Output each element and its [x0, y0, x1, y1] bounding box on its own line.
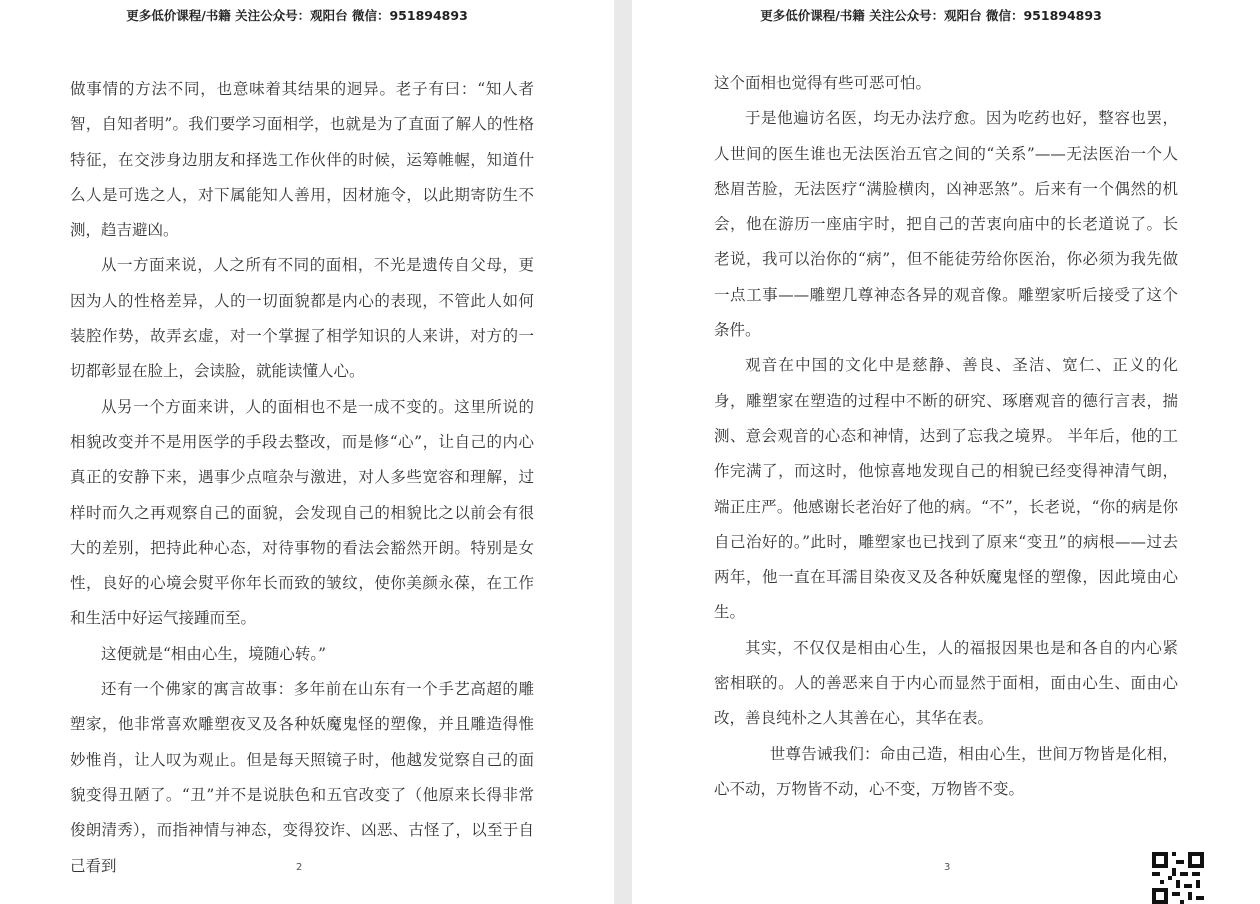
paragraph: 其实，不仅仅是相由心生，人的福报因果也是和各自的内心紧密相联的。人的善恶来自于内心而显然于面相，面由心生、面由心改，善良纯朴之人其善在心，其华在表。 — [714, 638, 1178, 728]
page-header: 更多低价课程/书籍 关注公众号：观阳台 微信：951894893 — [126, 8, 468, 23]
page-header: 更多低价课程/书籍 关注公众号：观阳台 微信：951894893 — [760, 8, 1102, 23]
paragraph: 这便就是“相由心生，境随心转。” — [101, 644, 327, 663]
paragraph: 从另一个方面来讲，人的面相也不是一成不变的。这里所说的相貌改变并不是用医学的手段去整改，而是修“心”，让自己的内心真正的安静下来，遇事少点喧杂与激进，对人多些宽容和理解，过样时而久之再观察自己的面貌，会发现自己的相貌比之以前会有很大的差别，把持此种心态，对待事物的看法会豁然开朗。特别是女性，良好的心境会熨平你年长而致的皱纹，使你美颜永葆，在工作和生活中好运气接踵而至。 — [70, 397, 534, 628]
page-number: 2 — [296, 862, 303, 873]
qr-code-icon — [1152, 852, 1204, 904]
paragraph: 观音在中国的文化中是慈静、善良、圣洁、宽仁、正义的化身，雕塑家在塑造的过程中不断的研究、琢磨观音的德行言表，揣测、意会观音的心态和神情，达到了忘我之境界。 半年后，他的工作完满了，而这时，他惊喜地发现自己的相貌已经变得神清气朗，端正庄严。他感谢长老治好了他的病。“不”，长老说，“你的病是你自己治好的。”此时，雕塑家也已找到了原来“变丑”的病根——过去两年，他一直在耳濡目染夜叉及各种妖魔鬼怪的塑像，因此境由心生。 — [714, 356, 1178, 622]
paragraph: 还有一个佛家的寓言故事：多年前在山东有一个手艺高超的雕塑家，他非常喜欢雕塑夜叉及各种妖魔鬼怪的塑像，并且雕造得惟妙惟肖，让人叹为观止。但是每天照镜子时，他越发觉察自己的面貌变得丑陋了。“丑”并不是说肤色和五官改变了（他原来长得非常俊朗清秀），而指神情与神态，变得狡诈、凶恶、古怪了，以至于自己看到 — [70, 680, 534, 875]
page-body — [714, 66, 1178, 807]
paragraph: 做事情的方法不同，也意味着其结果的迥异。老子有曰：“知人者智，自知者明”。我们要学习面相学，也就是为了直面了解人的性格特征，在交涉身边朋友和择选工作伙伴的时候，运筹帷幄，知道什么人是可选之人，对下属能知人善用，因材施令，以此期寄防生不测，趋吉避凶。 — [70, 80, 534, 240]
paragraph: 从一方面来说，人之所有不同的面相，不光是遗传自父母，更因为人的性格差异，人的一切面貌都是内心的表现，不管此人如何装腔作势，故弄玄虚，对一个掌握了相学知识的人来讲，对方的一切都彰显在脸上，会读脸，就能读懂人心。 — [70, 256, 534, 381]
page-number: 3 — [944, 862, 951, 873]
page-body — [70, 72, 534, 884]
left-page — [0, 0, 614, 904]
paragraph: 于是他遍访名医，均无办法疗愈。因为吃药也好，整容也罢，人世间的医生谁也无法医治五官之间的“关系”——无法医治一个人愁眉苦脸，无法医疗“满脸横肉，凶神恶煞”。后来有一个偶然的机会，他在游历一座庙宇时，把自己的苦衷向庙中的长老道说了。长老说，我可以治你的“病”，但不能徒劳给你医治，你必须为我先做一点工事——雕塑几尊神态各异的观音像。雕塑家听后接受了这个条件。 — [714, 109, 1178, 340]
right-page — [632, 0, 1260, 904]
paragraph: 这个面相也觉得有些可恶可怕。 — [714, 74, 932, 92]
paragraph: 世尊告诫我们：命由己造，相由心生，世间万物皆是化相，心不动，万物皆不动，心不变，万物皆不变。 — [714, 744, 1178, 798]
